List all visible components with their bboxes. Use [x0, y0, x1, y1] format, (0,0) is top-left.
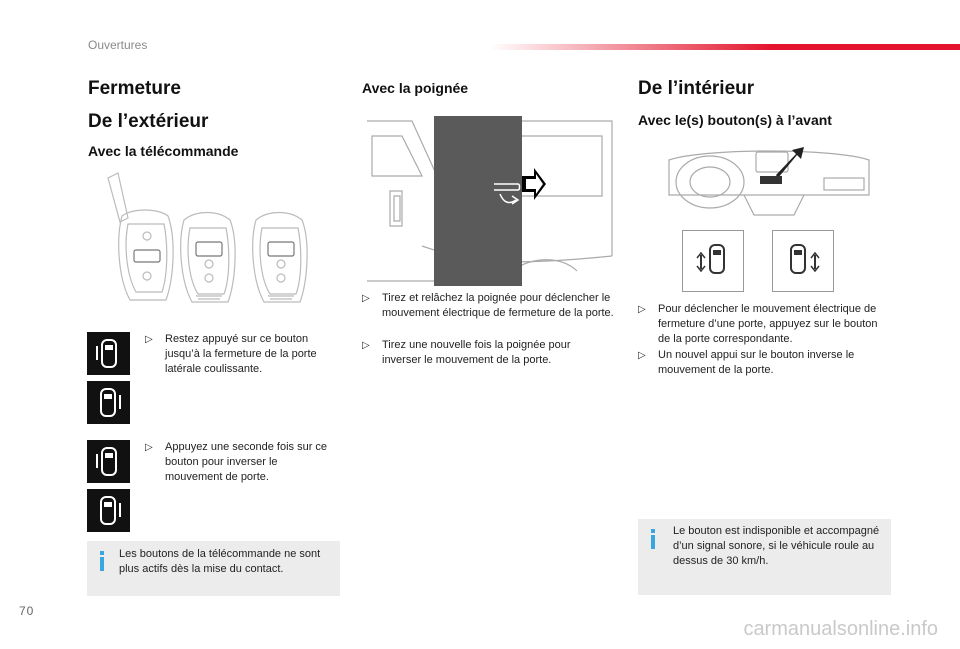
- remote-key-illustration: [88, 168, 338, 318]
- page-number: 70: [19, 604, 35, 618]
- heading-front-buttons: Avec le(s) bouton(s) à l’avant: [638, 112, 832, 128]
- bullet-item: ▷ Appuyez une seconde fois sur ce bouton pour inverser le mouvement de porte.: [145, 441, 328, 483]
- dashboard-illustration: [664, 140, 874, 220]
- info-box: Le bouton est indisponible et accompagné d’un signal sonore, si le véhicule roule au dessus de 30 km/h.: [638, 519, 891, 595]
- title-interior: De l’intérieur: [638, 78, 755, 99]
- bullet-item: ▷ Tirez une nouvelle fois la poignée pour inverser le mouvement de la porte.: [362, 339, 571, 366]
- left-door-button: [682, 230, 744, 292]
- sliding-door-icon: [87, 381, 130, 424]
- sliding-door-icon: [683, 231, 743, 291]
- bullet-item: ▷ Restez appuyé sur ce bouton jusqu’à la fermeture de la porte latérale coulissante.: [145, 333, 317, 375]
- heading-handle: Avec la poignée: [362, 80, 469, 96]
- triangle-bullet-icon: ▷: [145, 334, 153, 345]
- subtitle-exterior: De l’extérieur: [88, 111, 209, 132]
- info-icon: [99, 551, 105, 571]
- triangle-bullet-icon: ▷: [145, 442, 153, 453]
- info-icon: [650, 529, 656, 549]
- sliding-door-icon: [87, 489, 130, 532]
- page-title: Fermeture: [88, 78, 181, 99]
- sliding-door-icon: [773, 231, 833, 291]
- sliding-door-icon: [87, 440, 130, 483]
- bullet-item: ▷ Pour déclencher le mouvement électrique de fermeture d’une porte, appuyez sur le bouton de la porte correspondante.: [638, 303, 878, 345]
- bullet-item: ▷ Un nouvel appui sur le bouton inverse le mouvement de la porte.: [638, 349, 855, 376]
- sliding-door-icon: [87, 332, 130, 375]
- triangle-bullet-icon: ▷: [638, 350, 646, 361]
- triangle-bullet-icon: ▷: [362, 340, 370, 351]
- door-handle-illustration: [362, 116, 616, 286]
- triangle-bullet-icon: ▷: [362, 293, 370, 304]
- right-door-button: [772, 230, 834, 292]
- section-title: Ouvertures: [88, 38, 148, 52]
- header-accent-bar: [490, 44, 960, 50]
- triangle-bullet-icon: ▷: [638, 304, 646, 315]
- heading-remote: Avec la télécommande: [88, 143, 239, 159]
- bullet-item: ▷ Tirez et relâchez la poignée pour déclencher le mouvement électrique de fermeture de la porte.: [362, 292, 614, 319]
- watermark: carmanualsonline.info: [743, 618, 938, 640]
- info-box: Les boutons de la télécommande ne sont plus actifs dès la mise du contact.: [87, 541, 340, 596]
